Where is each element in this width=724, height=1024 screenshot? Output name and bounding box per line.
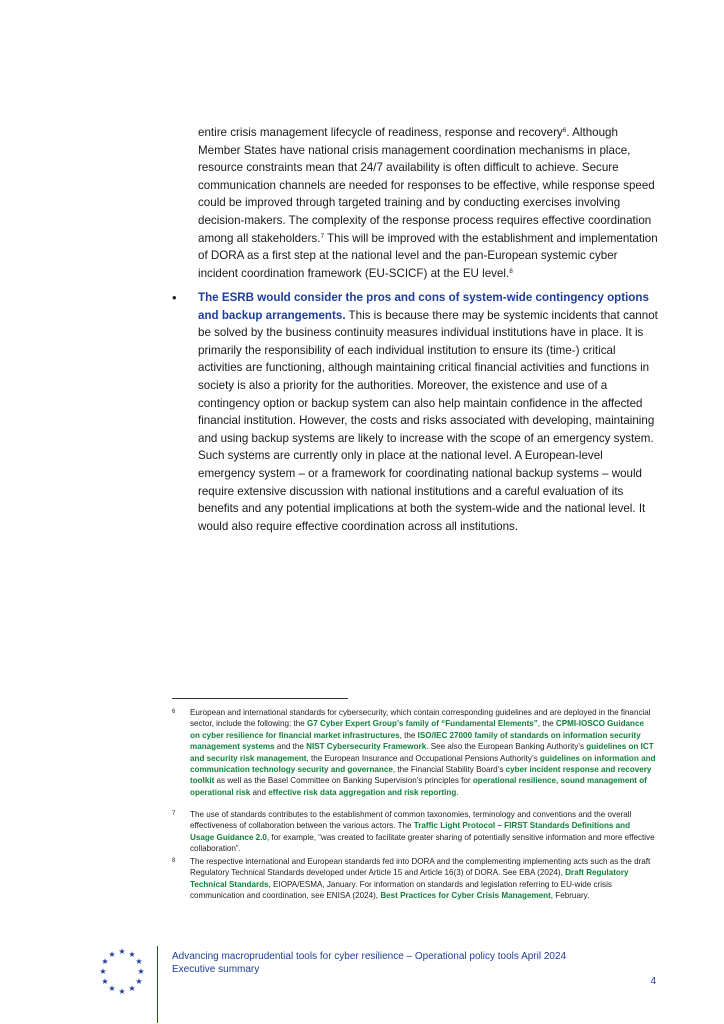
footnote-text: , the Financial Stability Board’s <box>392 765 506 775</box>
footnote-text: , the <box>537 719 556 729</box>
page-number: 4 <box>650 976 656 987</box>
link-eiopa-ict-guidelines[interactable]: guidelines on information and communication technology security and governance <box>190 753 656 775</box>
link-bcbs-risk-data[interactable]: effective risk data aggregation and risk reporting <box>268 787 457 797</box>
footnote-text: The respective international and European standards fed into DORA and the complementing implementing acts such as the draft Regulatory Technical Standards developed under Article 15 and Article 16(3) of DORA. See EBA (2024), <box>190 857 651 878</box>
link-eba-ict-guidelines[interactable]: guidelines on ICT and security risk management <box>190 742 654 763</box>
svg-text:★: ★ <box>118 987 126 996</box>
footnote-text: , the <box>399 730 418 740</box>
svg-text:★: ★ <box>137 967 145 976</box>
link-traffic-light-protocol[interactable]: Traffic Light Protocol – FIRST Standards Definitions and Usage Guidance 2.0 <box>190 821 631 842</box>
footnote-text: as well as the Basel Committee on Banking Supervision’s principles for <box>214 776 473 786</box>
footnote-ref-8[interactable]: 8 <box>509 267 513 275</box>
footnote-divider <box>172 698 348 699</box>
link-draft-rts[interactable]: Draft Regulatory Technical Standards <box>190 868 629 889</box>
svg-text:★: ★ <box>128 950 136 959</box>
footnote-ref-7[interactable]: 7 <box>320 232 325 240</box>
footnote-text: , the European Insurance and Occupational Pensions Authority’s <box>306 753 540 763</box>
footer-section-name: Executive summary <box>172 963 260 975</box>
footnote-number: 7 <box>172 811 176 817</box>
footnote-text: , EIOPA/ESMA, January. For information on standards and legislation referring to EU-wide crisis communication and coordination, see ENISA (2024), <box>190 879 612 901</box>
footnote-number: 6 <box>172 709 176 715</box>
bullet-marker: • <box>172 290 177 305</box>
svg-text:★: ★ <box>101 957 109 966</box>
link-fsb-toolkit[interactable]: cyber incident response and recovery toolkit <box>190 765 652 786</box>
svg-text:★: ★ <box>118 947 126 956</box>
footer-divider <box>157 946 158 1023</box>
footnote-8 <box>172 856 656 902</box>
footnote-text: and <box>250 787 269 797</box>
footnote-text: . <box>456 787 459 797</box>
footnote-6 <box>172 707 656 798</box>
paragraph-text: This is because there may be systemic incidents that cannot be solved by the business continuity measures individual institutions have in place. It is primarily the responsibility of each individual institution to ensure its (time-) critical activities are functioning, although maintaining critical financial activities and functions in society is also a priority for the authorities. Moreover, the existence and use of a contingency option or backup system can also help maintain confidence in the affected financial institution. However, the costs and risks associated with developing, maintaining and using backup systems are likely to increase with the scope of an emergency system. Such systems are currently only in place at the national level. A European-level emergency system – or a framework for coordinating national backup systems – would require extensive discussion with national institutions and a careful evaluation of its benefits and any potential implications at both the system-wide and the national level. It would also require effective coordination across all institutions. <box>198 308 658 533</box>
svg-text:★: ★ <box>135 957 143 966</box>
highlighted-statement: The ESRB would consider the pros and cons of system-wide contingency options and backup arrangements. <box>198 291 649 322</box>
svg-text:★: ★ <box>135 977 143 986</box>
footer-report-title: Advancing macroprudential tools for cyber resilience – Operational policy tools April 2024 <box>172 951 567 962</box>
footnote-number: 8 <box>172 858 176 864</box>
link-nist-framework[interactable]: NIST Cybersecurity Framework <box>306 742 427 752</box>
body-paragraph-crisis-management <box>198 124 660 282</box>
footnote-7 <box>172 809 656 855</box>
footnote-text: and the <box>274 742 307 752</box>
paragraph-text: . Although Member States have national crisis management coordination mechanisms in place, resource constraints mean that 24/7 availability is often difficult to achieve. Secure communication channels are needed for responses to be effective, while response speed could be improved through targeted training and by conducting exercises involving decision-makers. The complexity of the response process requires effective coordination among all stakeholders. <box>198 126 655 245</box>
link-bcbs-operational-resilience[interactable]: operational resilience, sound management of operational risk <box>190 776 647 797</box>
paragraph-text: This will be improved with the establishment and implementation of DORA as a first step at the national level and the pan-European systemic cyber incident coordination framework (EU-SCICF) at the EU level. <box>198 231 658 280</box>
footnote-text: . See also the European Banking Authority’s <box>426 742 587 752</box>
link-cpmi-iosco-guidance[interactable]: CPMI-IOSCO Guidance on cyber resilience for financial market infrastructures <box>190 719 645 740</box>
svg-text:★: ★ <box>108 984 116 993</box>
link-enisa-best-practices[interactable]: Best Practices for Cyber Crisis Management <box>380 891 551 901</box>
svg-text:★: ★ <box>108 950 116 959</box>
link-g7-fundamental-elements[interactable]: G7 Cyber Expert Group’s family of “Fundamental Elements” <box>306 719 538 729</box>
footnote-text: , February. <box>550 891 590 901</box>
paragraph-text: entire crisis management lifecycle of readiness, response and recovery <box>198 126 563 139</box>
svg-text:★: ★ <box>128 984 136 993</box>
footnote-text: The use of standards contributes to the establishment of common taxonomies, terminology and conventions and the overall effectiveness of collaboration between the various actors. The <box>190 810 632 831</box>
footnote-text: European and international standards for cybersecurity, which contain corresponding guidelines and are deployed in the financial sector, include the following: the <box>190 708 651 729</box>
footnote-text: , for example, “was created to facilitate greater sharing of potentially sensitive information and more effective collaboration”. <box>190 832 655 854</box>
svg-text:★: ★ <box>101 977 109 986</box>
footer-title <box>172 951 566 976</box>
eu-stars-icon <box>94 945 150 1001</box>
link-iso-27000[interactable]: ISO/IEC 27000 family of standards on information security management systems <box>190 730 641 752</box>
body-paragraph-contingency <box>198 289 660 535</box>
svg-text:★: ★ <box>99 967 107 976</box>
footnote-ref-6[interactable]: 6 <box>562 127 567 134</box>
